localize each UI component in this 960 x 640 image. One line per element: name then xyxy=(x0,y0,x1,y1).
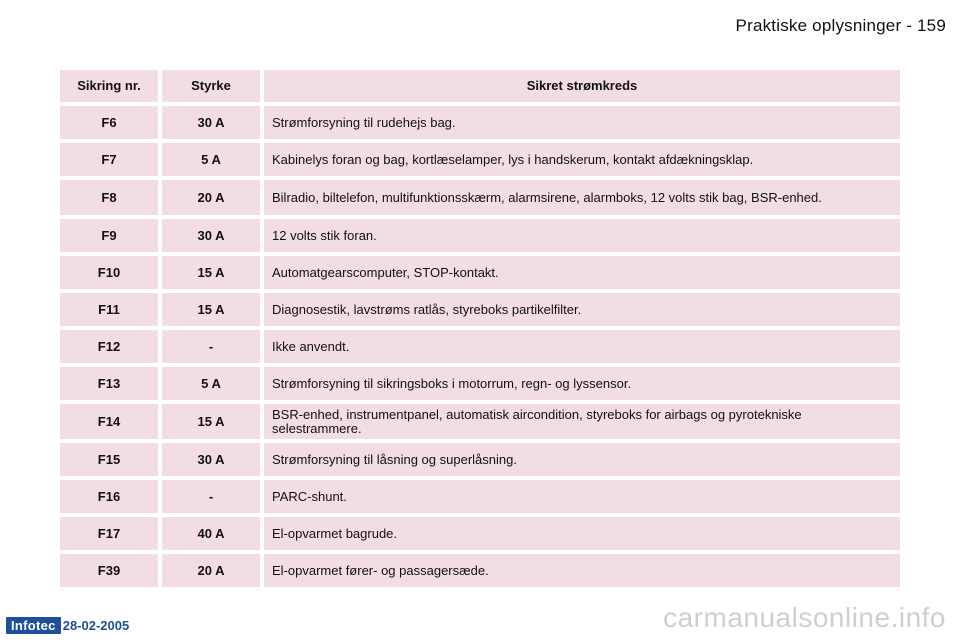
table-row xyxy=(60,517,900,550)
amperage-cell: 20 A xyxy=(162,180,260,215)
table-row xyxy=(60,404,900,439)
table-row xyxy=(60,293,900,326)
table-row xyxy=(60,180,900,215)
table-row xyxy=(60,443,900,476)
circuit-cell: 12 volts stik foran. xyxy=(264,219,900,252)
amperage-cell: 5 A xyxy=(162,143,260,176)
fuse-number-cell: F17 xyxy=(60,517,158,550)
circuit-cell: Diagnosestik, lavstrøms ratlås, styreboks partikelfilter. xyxy=(264,293,900,326)
fuse-number-cell: F39 xyxy=(60,554,158,587)
amperage-cell: 15 A xyxy=(162,404,260,439)
fuse-number-cell: F10 xyxy=(60,256,158,289)
table-row xyxy=(60,256,900,289)
amperage-cell: 30 A xyxy=(162,443,260,476)
fuse-number-cell: F12 xyxy=(60,330,158,363)
amperage-cell: 15 A xyxy=(162,256,260,289)
fuse-number-cell: F15 xyxy=(60,443,158,476)
amperage-cell: 15 A xyxy=(162,293,260,326)
fuse-number-cell: F7 xyxy=(60,143,158,176)
fuse-number-cell: F8 xyxy=(60,180,158,215)
fuse-number-cell: F16 xyxy=(60,480,158,513)
circuit-cell: El-opvarmet fører- og passagersæde. xyxy=(264,554,900,587)
circuit-cell: Bilradio, biltelefon, multifunktionsskærm, alarmsirene, alarmboks, 12 volts stik bag, BSR-enhed. xyxy=(264,180,900,215)
circuit-cell: Automatgearscomputer, STOP-kontakt. xyxy=(264,256,900,289)
column-header-circuit: Sikret strømkreds xyxy=(264,70,900,102)
circuit-cell: Kabinelys foran og bag, kortlæselamper, lys i handskerum, kontakt afdækningsklap. xyxy=(264,143,900,176)
infotec-logo: Infotec xyxy=(6,617,61,634)
circuit-cell: El-opvarmet bagrude. xyxy=(264,517,900,550)
page-title: Praktiske oplysninger - 159 xyxy=(735,16,946,35)
footer xyxy=(6,617,129,634)
circuit-cell: Ikke anvendt. xyxy=(264,330,900,363)
table-row xyxy=(60,367,900,400)
fuse-number-cell: F11 xyxy=(60,293,158,326)
column-header-fuse-number: Sikring nr. xyxy=(60,70,158,102)
fuse-table xyxy=(56,66,904,591)
table-header-row xyxy=(60,70,900,102)
amperage-cell: 30 A xyxy=(162,106,260,139)
amperage-cell: - xyxy=(162,330,260,363)
fuse-number-cell: F14 xyxy=(60,404,158,439)
fuse-number-cell: F6 xyxy=(60,106,158,139)
circuit-cell: BSR-enhed, instrumentpanel, automatisk aircondition, styreboks for airbags og pyrotekniske selestrammere. xyxy=(264,404,900,439)
table-row xyxy=(60,143,900,176)
table-row xyxy=(60,330,900,363)
table-row xyxy=(60,554,900,587)
footer-date: 28-02-2005 xyxy=(62,618,130,633)
watermark: carmanualsonline.info xyxy=(663,602,946,633)
table-row xyxy=(60,219,900,252)
amperage-cell: 20 A xyxy=(162,554,260,587)
amperage-cell: 5 A xyxy=(162,367,260,400)
amperage-cell: 30 A xyxy=(162,219,260,252)
fuse-number-cell: F13 xyxy=(60,367,158,400)
circuit-cell: Strømforsyning til sikringsboks i motorrum, regn- og lyssensor. xyxy=(264,367,900,400)
column-header-amperage: Styrke xyxy=(162,70,260,102)
amperage-cell: - xyxy=(162,480,260,513)
table-row xyxy=(60,106,900,139)
amperage-cell: 40 A xyxy=(162,517,260,550)
circuit-cell: Strømforsyning til låsning og superlåsning. xyxy=(264,443,900,476)
circuit-cell: Strømforsyning til rudehejs bag. xyxy=(264,106,900,139)
fuse-number-cell: F9 xyxy=(60,219,158,252)
table-row xyxy=(60,480,900,513)
circuit-cell: PARC-shunt. xyxy=(264,480,900,513)
